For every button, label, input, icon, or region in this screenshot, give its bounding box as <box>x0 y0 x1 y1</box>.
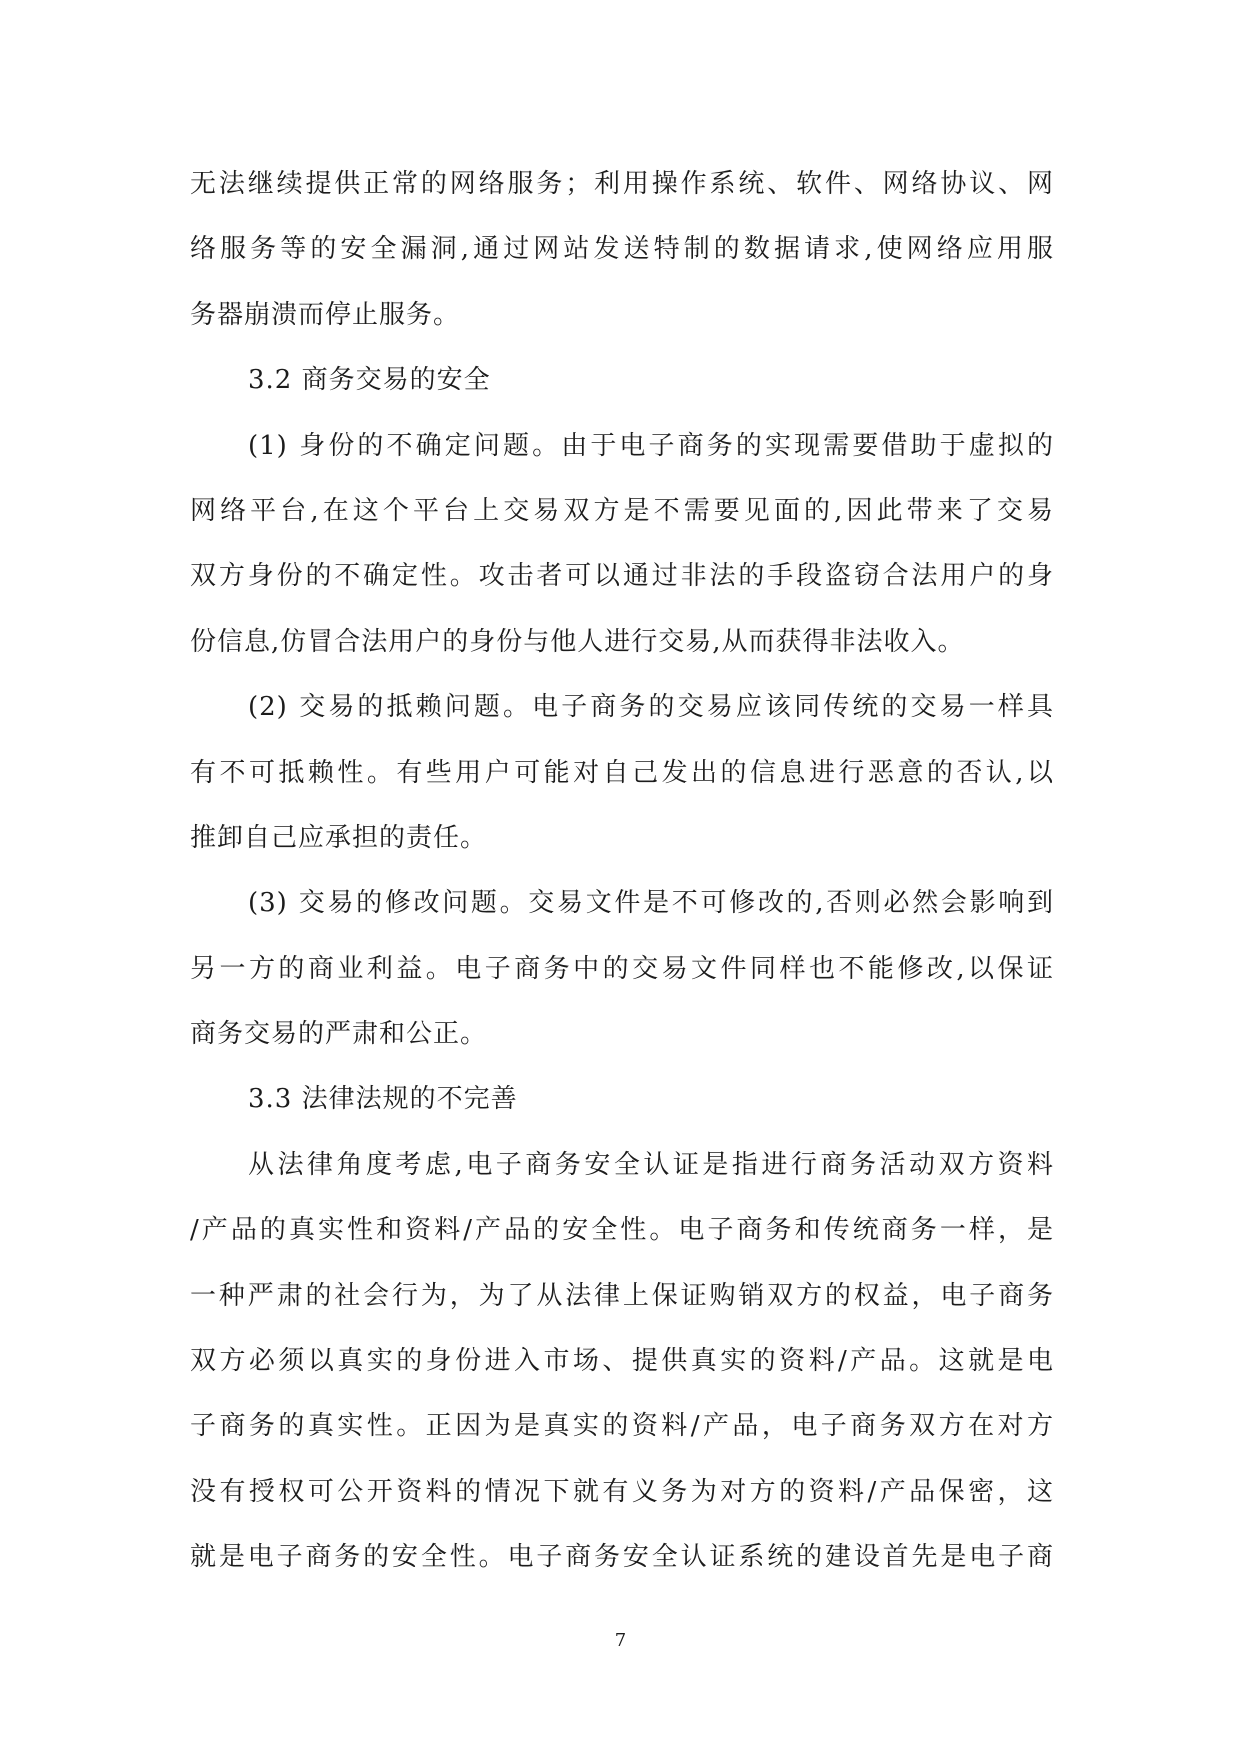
text-line: 另一方的商业利益。电子商务中的交易文件同样也不能修改,以保证 <box>190 953 1054 984</box>
text-line: 网络平台,在这个平台上交易双方是不需要见面的,因此带来了交易 <box>190 495 1054 526</box>
text-line: 子商务的真实性。正因为是真实的资料/产品，电子商务双方在对方 <box>190 1411 1054 1442</box>
text-line: 务器崩溃而停止服务。 <box>190 299 461 330</box>
text-line: 商务交易的严肃和公正。 <box>190 1019 488 1050</box>
text-line: 一种严肃的社会行为，为了从法律上保证购销双方的权益，电子商务 <box>190 1280 1054 1311</box>
paragraph-legal-perspective <box>190 1133 1054 1591</box>
text-line: 推卸自己应承担的责任。 <box>190 822 488 853</box>
text-line: (3) 交易的修改问题。交易文件是不可修改的,否则必然会影响到 <box>248 888 1054 919</box>
section-heading-3-2: 3.2 商务交易的安全 <box>248 365 491 396</box>
text-line: (1) 身份的不确定问题。由于电子商务的实现需要借助于虚拟的 <box>248 430 1054 461</box>
paragraph-identity-uncertainty <box>190 414 1054 676</box>
text-line: 络服务等的安全漏洞,通过网站发送特制的数据请求,使网络应用服 <box>190 234 1054 265</box>
text-line: 双方身份的不确定性。攻击者可以通过非法的手段盗窃合法用户的身 <box>190 561 1054 592</box>
page-number: 7 <box>614 1630 627 1651</box>
text-line: 没有授权可公开资料的情况下就有义务为对方的资料/产品保密，这 <box>190 1476 1054 1507</box>
text-line: (2) 交易的抵赖问题。电子商务的交易应该同传统的交易一样具 <box>248 692 1054 723</box>
section-heading-3-3: 3.3 法律法规的不完善 <box>248 1084 518 1115</box>
text-line: 无法继续提供正常的网络服务；利用操作系统、软件、网络协议、网 <box>190 169 1054 199</box>
text-line: 就是电子商务的安全性。电子商务安全认证系统的建设首先是电子商 <box>190 1542 1054 1573</box>
paragraph-modification <box>190 871 1054 1067</box>
body-text <box>190 152 1054 1591</box>
text-line: 有不可抵赖性。有些用户可能对自己发出的信息进行恶意的否认,以 <box>190 757 1054 788</box>
paragraph-repudiation <box>190 675 1054 871</box>
text-line: 从法律角度考虑,电子商务安全认证是指进行商务活动双方资料 <box>248 1149 1054 1180</box>
text-line: 双方必须以真实的身份进入市场、提供真实的资料/产品。这就是电 <box>190 1346 1054 1377</box>
text-line: 份信息,仿冒合法用户的身份与他人进行交易,从而获得非法收入。 <box>190 626 965 657</box>
paragraph-intro <box>190 152 1054 348</box>
text-line: /产品的真实性和资料/产品的安全性。电子商务和传统商务一样，是 <box>190 1215 1054 1246</box>
